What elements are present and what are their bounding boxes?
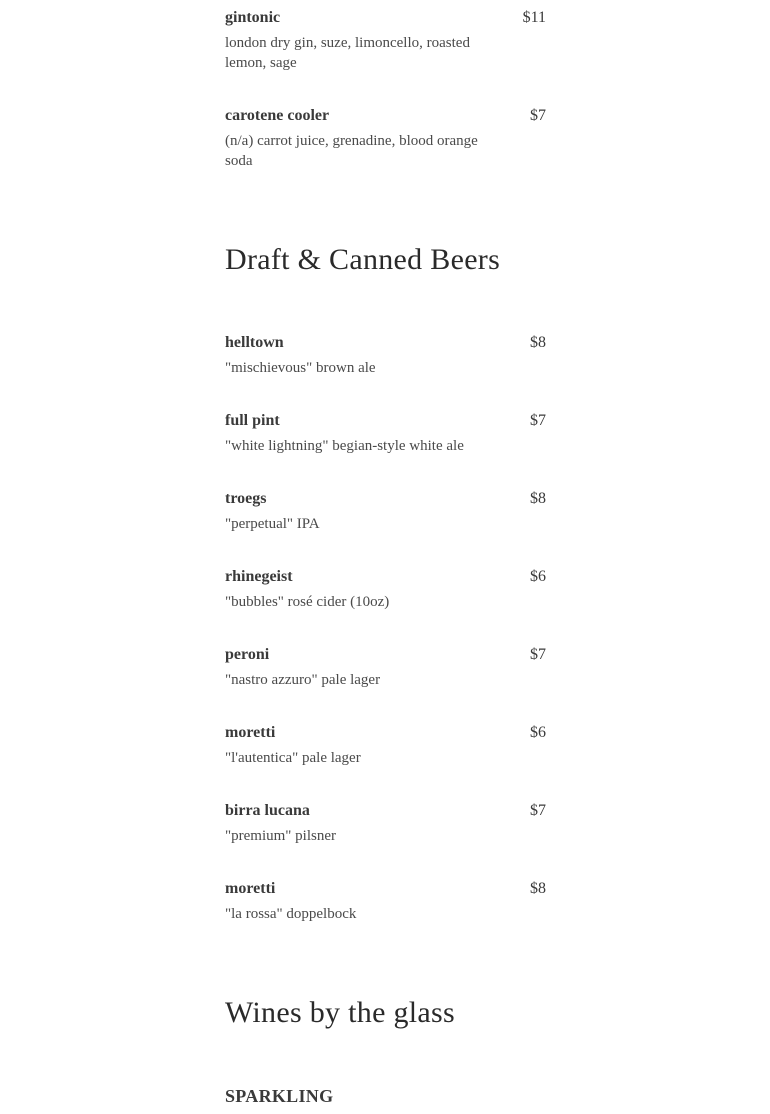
item-name: moretti <box>225 724 276 741</box>
menu-item <box>225 645 546 690</box>
menu-item <box>225 106 546 171</box>
item-price: $7 <box>530 412 546 429</box>
menu-item <box>225 567 546 612</box>
item-price: $7 <box>530 802 546 819</box>
menu-item <box>225 879 546 924</box>
item-price: $8 <box>530 334 546 351</box>
item-name: birra lucana <box>225 802 310 819</box>
menu-item <box>225 8 546 73</box>
menu-item <box>225 411 546 456</box>
item-description: (n/a) carrot juice, grenadine, blood orange soda <box>225 133 478 169</box>
section-title-wines: Wines by the glass <box>225 996 455 1029</box>
item-price: $11 <box>522 9 546 26</box>
item-name: peroni <box>225 646 270 663</box>
menu-item <box>225 333 546 378</box>
item-name: carotene cooler <box>225 107 330 124</box>
item-description: "white lightning" begian-style white ale <box>225 438 464 454</box>
item-name: troegs <box>225 490 267 507</box>
item-description: "la rossa" doppelbock <box>225 906 357 922</box>
item-name: full pint <box>225 412 280 429</box>
item-description: "mischievous" brown ale <box>225 360 376 376</box>
item-description: london dry gin, suze, limoncello, roasted lemon, sage <box>225 35 470 71</box>
item-price: $8 <box>530 880 546 897</box>
item-description: "nastro azzuro" pale lager <box>225 672 381 688</box>
item-price: $7 <box>530 646 546 663</box>
item-price: $6 <box>530 568 546 585</box>
item-price: $7 <box>530 107 546 124</box>
item-description: "l'autentica" pale lager <box>225 750 361 766</box>
item-name: rhinegeist <box>225 568 293 585</box>
subheading-sparkling: SPARKLING <box>225 1086 334 1106</box>
menu-item <box>225 489 546 534</box>
item-name: moretti <box>225 880 276 897</box>
item-description: "perpetual" IPA <box>225 516 320 532</box>
menu-item <box>225 723 546 768</box>
menu-item <box>225 801 546 846</box>
section-title-beers: Draft & Canned Beers <box>225 243 501 276</box>
item-name: gintonic <box>225 9 281 26</box>
item-name: helltown <box>225 334 284 351</box>
item-description: "bubbles" rosé cider (10oz) <box>225 594 390 610</box>
item-description: "premium" pilsner <box>225 828 336 844</box>
item-price: $8 <box>530 490 546 507</box>
item-price: $6 <box>530 724 546 741</box>
